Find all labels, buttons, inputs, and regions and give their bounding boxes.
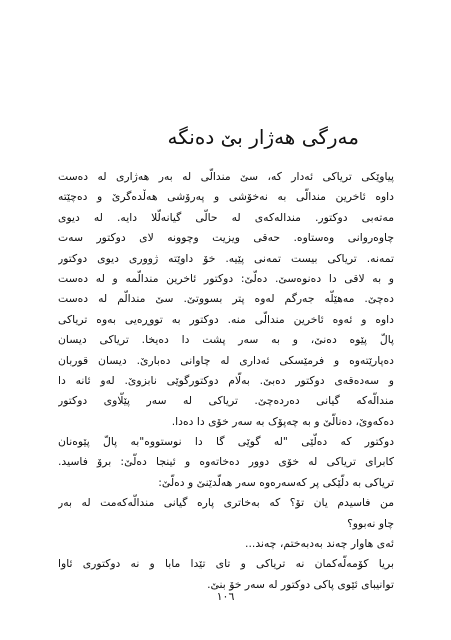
text-line: دوکتور کە دەلّێی "لە گوێی گا دا نوستووە"بە پالّ پێوەنان <box>58 435 394 449</box>
text-line: دەپارێتەوە و فرمێسکی ئەداری لە چاوانی دەبارێ. دیسان قوربان <box>58 353 394 367</box>
text-line: و بە لاقی دا دەنوەسێ. دەلّێ: دوکتور ئاخرین مندالّمە و لە دەست <box>58 271 394 285</box>
text-line: ئەی هاوار چەند بەدبەختم، چەند... <box>245 537 394 551</box>
text-line: توانیبای ئێوی پاکی دوکتور لە سەر خۆ بنێ. <box>207 577 394 591</box>
text-line: پالّ پێوە دەنێ، و بە سەر پشت دا دەیخا. تریاکی دیسان <box>58 333 394 347</box>
text-line: مندالّەکە گیانی دەردەچێ. تریاکی لە سەر پێلّاوی دوکتور <box>58 394 394 408</box>
text-line: دەکەوێ، دەنالّێ و بە چەپۆک بە سەر خۆی دا دەدا. <box>171 414 394 428</box>
text-line: چاوەروانی وەستاوە. حەقی ویزیت وچوونە لای دوکتور سەت <box>58 231 394 245</box>
page-number: ١٠٦ <box>216 590 235 603</box>
text-line: داوە و ئەوە ئاخرین مندالّی منە. دوکتور بە تووڕەیی بەوە تریاکی <box>58 312 394 326</box>
text-line: تمەنە. تریاکی بیست تمەنی پێیە. خۆ داوێتە ژووری دیوی دوکتور <box>58 251 394 265</box>
text-line: دەچێ. مەهێلّە جەرگم لەوە پتر بسووتێ. سێ مندالّم لە دەست <box>58 292 394 306</box>
body-text <box>58 167 394 595</box>
text-line: مەتەبی دوکتور. مندالەکەی لە حالّی گیانەلّلا دایە. لە دیوی <box>58 210 394 224</box>
text-line: چاو نەبوو؟ <box>347 516 394 530</box>
text-line: کابرای تریاکی لە خۆی دوور دەخاتەوە و ئینجا دەلّێ: برۆ فاسید. <box>58 455 394 469</box>
text-line: تریاکی بە دلّێکی پر کەسەرەوە سەر هەلّدێنێ و دەلّێ: <box>158 475 394 489</box>
text-line: داوە ئاخرین مندالّی بە نەخۆشی و پەرۆشی هەڵدەگرێ و دەچێتە <box>58 190 394 204</box>
text-line: من فاسیدم یان تۆ؟ کە بەخاتری پارە گیانی مندالّەکەمت لە بەر <box>58 496 394 510</box>
text-line: پیاوێکی تریاکی ئەدار کە، سێ مندالّی لە بەر هەژاری لە دەست <box>58 170 394 183</box>
text-line: بریا کۆمەلّەکمان نە تریاکی و تای تێدا مابا و نە دوکتوری ئاوا <box>58 557 394 571</box>
text-line: و سەدەقەی دوکتور دەبێ. بەلّام دوکتورگوێی نابزوێ. لەو ئانە دا <box>58 373 394 387</box>
chapter-title: مەرگی هەژار بێ دەنگە <box>167 125 359 149</box>
